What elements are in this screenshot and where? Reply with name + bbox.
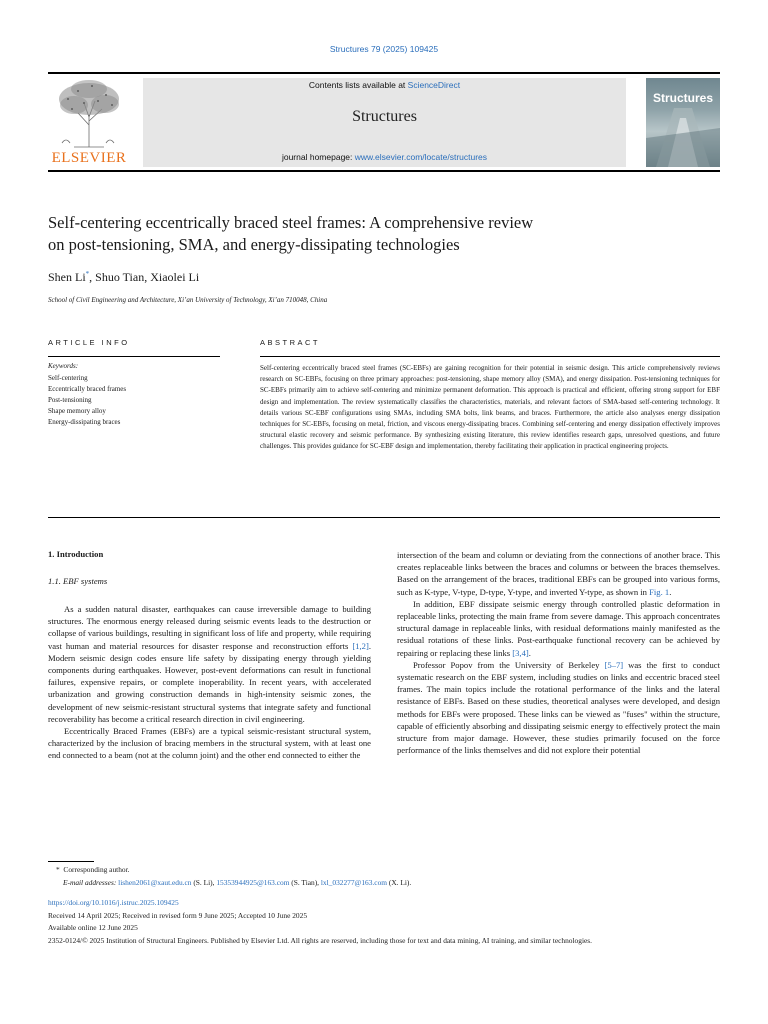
author-1[interactable]: Shen Li xyxy=(48,270,86,284)
paragraph-text: was the first to conduct systematic research on the EBF system, including studies on links and eccentric braced steel frames. The main topics include the rotational performance of the links and the lateral resistance of EBFs. Based on these studies, theoretical analyses were developed, and design methods for EBFs were proposed. These links can be viewed as "fuses" within the structure, capable of efficiently absorbing and dissipating seismic energy to effectively protect the main structure from major damage. However, these studies primarily focused on the force performance of the links themselves and did not explore their potential xyxy=(397,659,720,756)
section-heading-introduction: 1. Introduction xyxy=(48,549,104,559)
paragraph-text: . Modern seismic design codes ensure life safety by dissipating energy through yielding components during earthquakes. However, post-event deformations can result in functional failures, expensive repairs, or complete inoperability. In recent years, with accelerated urbanization and growing construction demands in high-intensity seismic zones, the development of new seismic-resistant structural systems that integrate safety and functional recoverability has become a critical research direction in civil engineering. xyxy=(48,640,371,724)
masthead-info-box xyxy=(143,78,626,167)
body-column-left xyxy=(48,603,371,762)
paragraph-text: As a sudden natural disaster, earthquakes can cause irreversible damage to building structures. The enormous energy released during seismic events leads to the destruction or collapse of various buildings, resulting in significant loss of life and property, while requiring vast human and material resources for disaster response and reconstruction efforts xyxy=(48,604,371,651)
journal-cover-thumbnail[interactable] xyxy=(646,78,720,167)
abstract-heading: ABSTRACT xyxy=(260,338,321,347)
affiliation: School of Civil Engineering and Architecture, Xi’an University of Technology, Xi’an 710048, China xyxy=(48,296,328,304)
article-info-rule xyxy=(48,356,220,357)
email-link[interactable]: lxl_032277@163.com xyxy=(320,878,388,887)
paragraph xyxy=(397,659,720,757)
received-dates: Received 14 April 2025; Received in revised form 9 June 2025; Accepted 10 June 2025 xyxy=(48,911,308,920)
journal-citation[interactable]: Structures 79 (2025) 109425 xyxy=(329,44,439,54)
email-owner: (X. Li). xyxy=(387,878,412,887)
reference-link[interactable]: [5–7] xyxy=(604,659,624,670)
corresponding-mark: * xyxy=(56,865,60,874)
journal-masthead xyxy=(48,72,720,171)
paper-title xyxy=(48,212,648,256)
paper-title-line-1: Self-centering eccentrically braced steel frames: A comprehensive review xyxy=(48,213,534,232)
email-owner: (S. Tian), xyxy=(289,878,321,887)
journal-name: Structures xyxy=(352,108,417,125)
homepage-line xyxy=(143,152,626,162)
elsevier-tree-icon xyxy=(48,77,130,149)
keywords-list xyxy=(48,373,126,428)
reference-link[interactable]: [3,4] xyxy=(512,647,529,658)
keyword: Shape memory alloy xyxy=(48,407,106,415)
paragraph xyxy=(48,603,371,725)
doi-link[interactable]: https://doi.org/10.1016/j.istruc.2025.109425 xyxy=(48,898,179,907)
corresponding-author-mark[interactable]: * xyxy=(85,270,90,278)
sciencedirect-link[interactable]: ScienceDirect xyxy=(407,80,461,90)
available-online-date: Available online 12 June 2025 xyxy=(48,923,138,932)
contents-line xyxy=(143,80,626,90)
paragraph-text: Professor Popov from the University of Berkeley xyxy=(413,659,605,670)
subsection-heading-ebf-systems: 1.1. EBF systems xyxy=(48,576,108,586)
reference-link[interactable]: [1,2] xyxy=(352,640,369,651)
email-addresses xyxy=(63,878,411,887)
paragraph-text: . xyxy=(669,586,672,597)
email-owner: (S. Li), xyxy=(191,878,217,887)
corresponding-author-note xyxy=(56,865,130,874)
homepage-prefix: journal homepage: xyxy=(281,152,355,162)
journal-homepage-link[interactable]: www.elsevier.com/locate/structures xyxy=(354,152,488,162)
elsevier-logo[interactable] xyxy=(48,77,130,169)
body-column-right xyxy=(397,549,720,756)
author-list xyxy=(48,270,199,285)
author-3[interactable]: , Xiaolei Li xyxy=(144,270,200,284)
article-info-heading: ARTICLE INFO xyxy=(48,338,130,347)
cover-title: Structures xyxy=(652,91,714,105)
paragraph xyxy=(397,549,720,598)
paragraph-text: intersection of the beam and column or deviating from the connections of another brace. This creates replaceable links between the braces and columns or between the braces themselves. Based on the arrangement of the braces, traditional EBFs can be grouped into various forms, such as K-type, V-type, D-type, Y-type, and inverted Y-type, as shown in xyxy=(397,550,720,597)
keyword: Self-centering xyxy=(48,374,88,382)
figure-link[interactable]: Fig. 1 xyxy=(649,586,670,597)
keyword: Energy-dissipating braces xyxy=(48,418,121,426)
masthead-top-rule xyxy=(48,72,720,74)
elsevier-wordmark: ELSEVIER xyxy=(51,150,127,166)
footnote-rule xyxy=(48,861,94,862)
keyword: Post-tensioning xyxy=(48,396,92,404)
email-link[interactable]: 15353944925@163.com xyxy=(216,878,290,887)
contents-prefix: Contents lists available at xyxy=(308,80,408,90)
masthead-bottom-rule xyxy=(48,170,720,172)
paragraph: Eccentrically Braced Frames (EBFs) are a typical seismic-resistant structural system, characterized by the inclusion of bracing members in the structural system, with at least one end connected to a beam (not at the column joint) and the other end connected to either the xyxy=(48,726,371,761)
copyright-notice: 2352-0124/© 2025 Institution of Structural Engineers. Published by Elsevier Ltd. All rights are reserved, including those for text and data mining, AI training, and similar technologies. xyxy=(48,936,593,945)
corresponding-text: Corresponding author. xyxy=(63,865,130,874)
abstract-bottom-rule xyxy=(48,517,720,518)
paragraph xyxy=(397,598,720,659)
paper-title-line-2: on post-tensioning, SMA, and energy-dissipating technologies xyxy=(48,235,460,254)
paragraph-text: . xyxy=(528,647,531,658)
email-link[interactable]: lishen2061@xaut.edu.cn xyxy=(118,878,192,887)
keywords-label: Keywords: xyxy=(48,362,79,370)
author-2[interactable]: , Shuo Tian xyxy=(89,270,145,284)
email-label: E-mail addresses: xyxy=(63,878,117,887)
abstract-rule xyxy=(260,356,720,357)
paragraph-text: In addition, EBF dissipate seismic energy through controlled plastic deformation in replaceable links, protecting the main frame from severe damage. This approach concentrates structural damage in replaceable links, with residual deformations mainly manifested as the residual rotations of these links. Post-earthquake functional recovery can be achieved by repairing or replacing these links xyxy=(397,598,720,658)
keyword: Eccentrically braced frames xyxy=(48,385,127,393)
abstract-text: Self-centering eccentrically braced steel frames (SC-EBFs) are gaining recognition for their potential in seismic design. This article comprehensively reviews research on SC-EBFs, focusing on three primary approaches: post-tensioning, shape memory alloy (SMA), and energy dissipation. Post-tensioning techniques for SC-EBFs primarily aim to achieve self-centering and minimize permanent deformation. This approach is practical and efficient, offering strong support for EBF design and implementation. The review systematically classifies the characteristics, materials, and relevant factors of SMA-based self-centering technology. It details various SC-EBF configurations using SMAs, including SMA bolts, link beams, and braces. Furthermore, the article also analyses energy dissipation techniques for SC-EBFs, focusing on metal, friction, and viscous energy-dissipating braces. Combining self-centering and energy dissipation effectively improves structural elastic recovery and seismic performance. By synthesizing existing literature, this review identifies research gaps, unresolved questions, and future challenges. This provides guidance for SC-EBF design and implementation, thereby facilitating their application in practical engineering projects. xyxy=(260,364,720,451)
